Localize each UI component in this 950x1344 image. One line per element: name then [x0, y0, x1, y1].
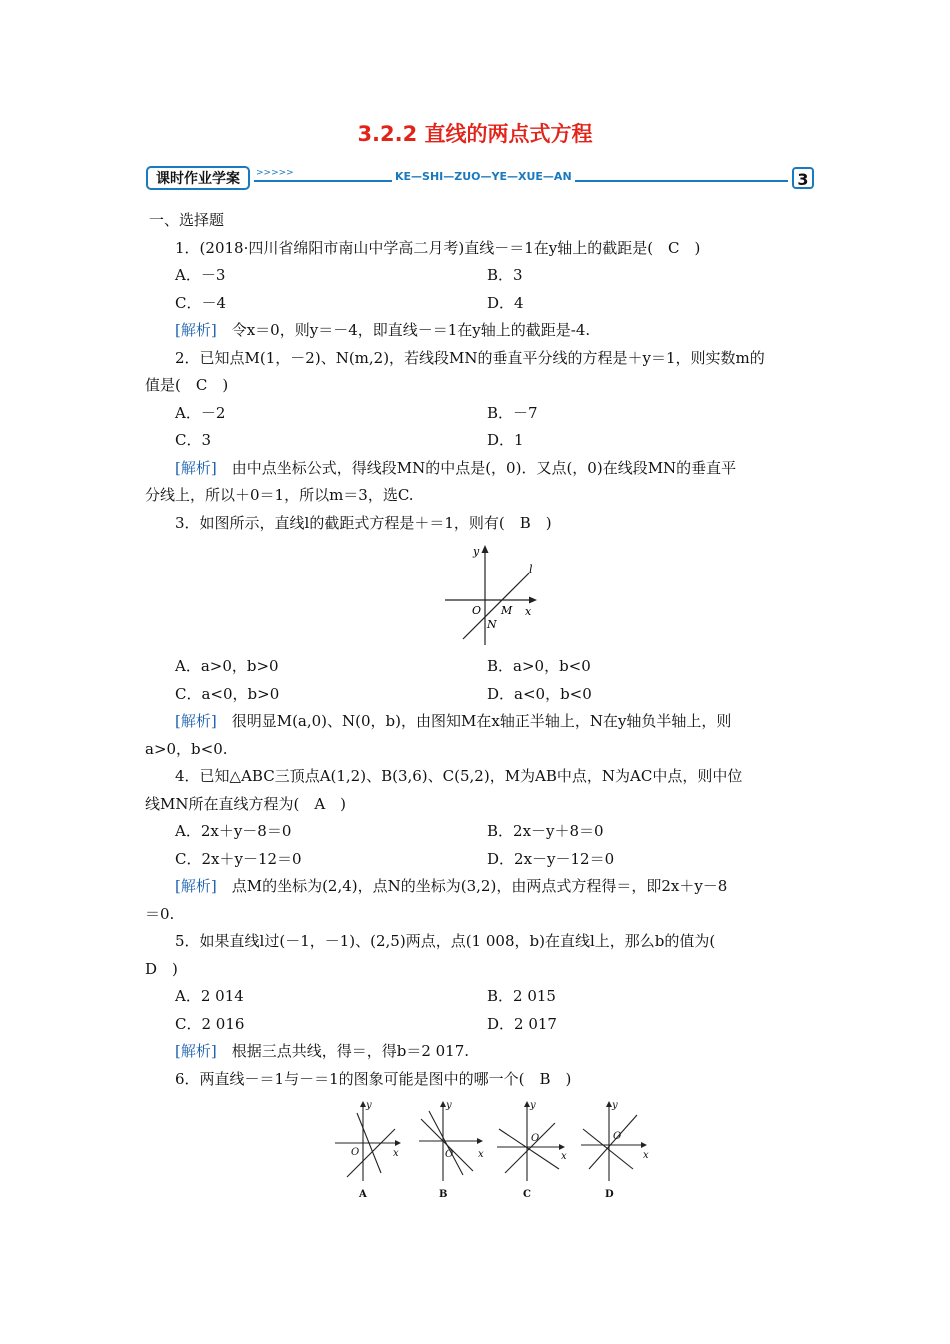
axis-label-x: x — [643, 1150, 649, 1161]
figure-panel-a — [335, 1100, 401, 1199]
option: C．2x＋y－12＝0 — [175, 849, 302, 868]
origin-label: O — [531, 1133, 540, 1144]
option: D．2 017 — [487, 1014, 557, 1033]
question-3-analysis-cont: a>0，b<0. — [145, 739, 228, 758]
axis-label-y: y — [530, 1100, 536, 1111]
option: A．a>0，b>0 — [175, 657, 279, 675]
exercise-content — [145, 207, 810, 1199]
option: C．－4 — [175, 293, 227, 312]
question-4-stem-cont: 线MN所在直线方程为( A ) — [145, 794, 347, 813]
option: B．－7 — [487, 403, 538, 422]
panel-caption-a: A — [359, 1189, 367, 1199]
figure-panel-c — [497, 1100, 567, 1199]
question-5-options — [145, 983, 810, 1011]
axis-label-x: x — [393, 1148, 399, 1159]
question-2-stem-cont: 值是( C ) — [145, 376, 229, 394]
question-5-stem: 5．如果直线l过(－1，－1)、(2,5)两点，点(1 008，b)在直线l上，那么b的值为( — [175, 932, 716, 950]
analysis-label: [解析] — [175, 712, 217, 730]
analysis-text: 根据三点共线，得＝，得b＝2 017. — [216, 1042, 470, 1060]
question-3-options — [145, 653, 810, 681]
option: A．－3 — [175, 266, 226, 284]
banner-label: 课时作业学案 — [146, 166, 250, 190]
option: D．4 — [487, 293, 524, 312]
axis-label-y: y — [366, 1100, 372, 1111]
analysis-text: 很明显M(a,0)、N(0，b)，由图知M在x轴正半轴上，N在y轴负半轴上，则 — [216, 712, 732, 730]
question-5-options — [145, 1011, 810, 1039]
question-3-figure — [445, 543, 541, 647]
panel-caption-d: D — [605, 1189, 614, 1199]
figure-panel-b — [419, 1100, 484, 1199]
option: D．a<0，b<0 — [487, 684, 592, 703]
option: D．1 — [487, 431, 524, 449]
option: C．2 016 — [175, 1014, 245, 1033]
axis-label-x: x — [478, 1149, 484, 1160]
question-3-stem: 3．如图所示，直线l的截距式方程是＋＝1，则有( B ) — [175, 513, 552, 532]
analysis-label: [解析] — [175, 1042, 217, 1060]
question-4-analysis-cont: ＝0. — [145, 904, 175, 923]
question-3-analysis — [145, 708, 810, 736]
section-heading: 一、选择题 — [149, 211, 225, 229]
analysis-text: 点M的坐标为(2,4)，点N的坐标为(3,2)，由两点式方程得＝，即2x＋y－8 — [216, 877, 728, 895]
point-n-label: N — [487, 618, 497, 631]
axis-label-y: y — [473, 545, 480, 558]
banner-arrows: >>>>> — [256, 168, 294, 178]
question-2-analysis — [145, 455, 810, 483]
question-2-options — [145, 400, 810, 428]
analysis-label: [解析] — [175, 877, 217, 895]
banner-code: KE—SHI—ZUO—YE—XUE—AN — [392, 170, 575, 183]
point-m-label: M — [501, 604, 513, 617]
option: B．3 — [487, 266, 523, 284]
analysis-label: [解析] — [175, 321, 217, 339]
question-6-stem: 6．两直线－＝1与－＝1的图象可能是图中的哪一个( B ) — [175, 1069, 572, 1088]
question-1-analysis — [145, 317, 810, 345]
question-2-stem: 2．已知点M(1，－2)、N(m,2)，若线段MN的垂直平分线的方程是＋y＝1，则实数m的 — [175, 348, 765, 367]
option: C．a<0，b>0 — [175, 684, 280, 703]
question-5-stem-cont: D ) — [145, 959, 178, 978]
figure-panel-d — [581, 1100, 649, 1199]
option: A．－2 — [175, 403, 226, 422]
question-2-analysis-cont: 分线上，所以＋0＝1，所以m＝3，选C. — [145, 486, 414, 504]
question-4-options — [145, 818, 810, 846]
origin-label: O — [445, 1149, 454, 1160]
axis-label-y: y — [612, 1100, 618, 1111]
question-4-stem: 4．已知△ABC三顶点A(1,2)、B(3,6)、C(5,2)，M为AB中点，N为AC中点，则中位 — [175, 767, 743, 785]
analysis-label: [解析] — [175, 458, 217, 477]
option: B．2 015 — [487, 987, 556, 1005]
question-1-stem: 1．(2018·四川省绵阳市南山中学高二月考)直线－＝1在y轴上的截距是( C ) — [175, 238, 701, 257]
panel-caption-c: C — [523, 1189, 531, 1199]
option: D．2x－y－12＝0 — [487, 849, 615, 868]
question-4-options — [145, 846, 810, 874]
origin-label: O — [613, 1131, 622, 1142]
analysis-text: 令x＝0，则y＝－4，即直线－＝1在y轴上的截距是-4. — [216, 321, 591, 339]
origin-label: O — [472, 604, 482, 617]
banner-number: 3 — [792, 167, 814, 189]
origin-label: O — [351, 1147, 360, 1158]
axis-label-y: y — [446, 1100, 452, 1111]
panel-caption-b: B — [439, 1189, 448, 1199]
axis-label-x: x — [561, 1151, 567, 1162]
option: A．2 014 — [175, 987, 244, 1005]
page-title: 3.2.2 直线的两点式方程 — [357, 122, 593, 146]
question-1-options — [145, 262, 810, 290]
axis-label-x: x — [525, 605, 532, 618]
option: C．3 — [175, 431, 212, 449]
option: B．a>0，b<0 — [487, 657, 591, 675]
question-1-options — [145, 290, 810, 318]
question-2-options — [145, 427, 810, 455]
question-6-figure — [333, 1099, 663, 1199]
question-3-options — [145, 681, 810, 709]
option: B．2x－y＋8＝0 — [487, 822, 604, 840]
question-5-analysis — [145, 1038, 810, 1066]
section-banner — [146, 164, 816, 194]
option: A．2x＋y－8＝0 — [175, 822, 292, 840]
analysis-text: 由中点坐标公式，得线段MN的中点是(，0)．又点(，0)在线段MN的垂直平 — [216, 458, 737, 477]
line-l-label: l — [529, 563, 533, 576]
question-4-analysis — [145, 873, 810, 901]
